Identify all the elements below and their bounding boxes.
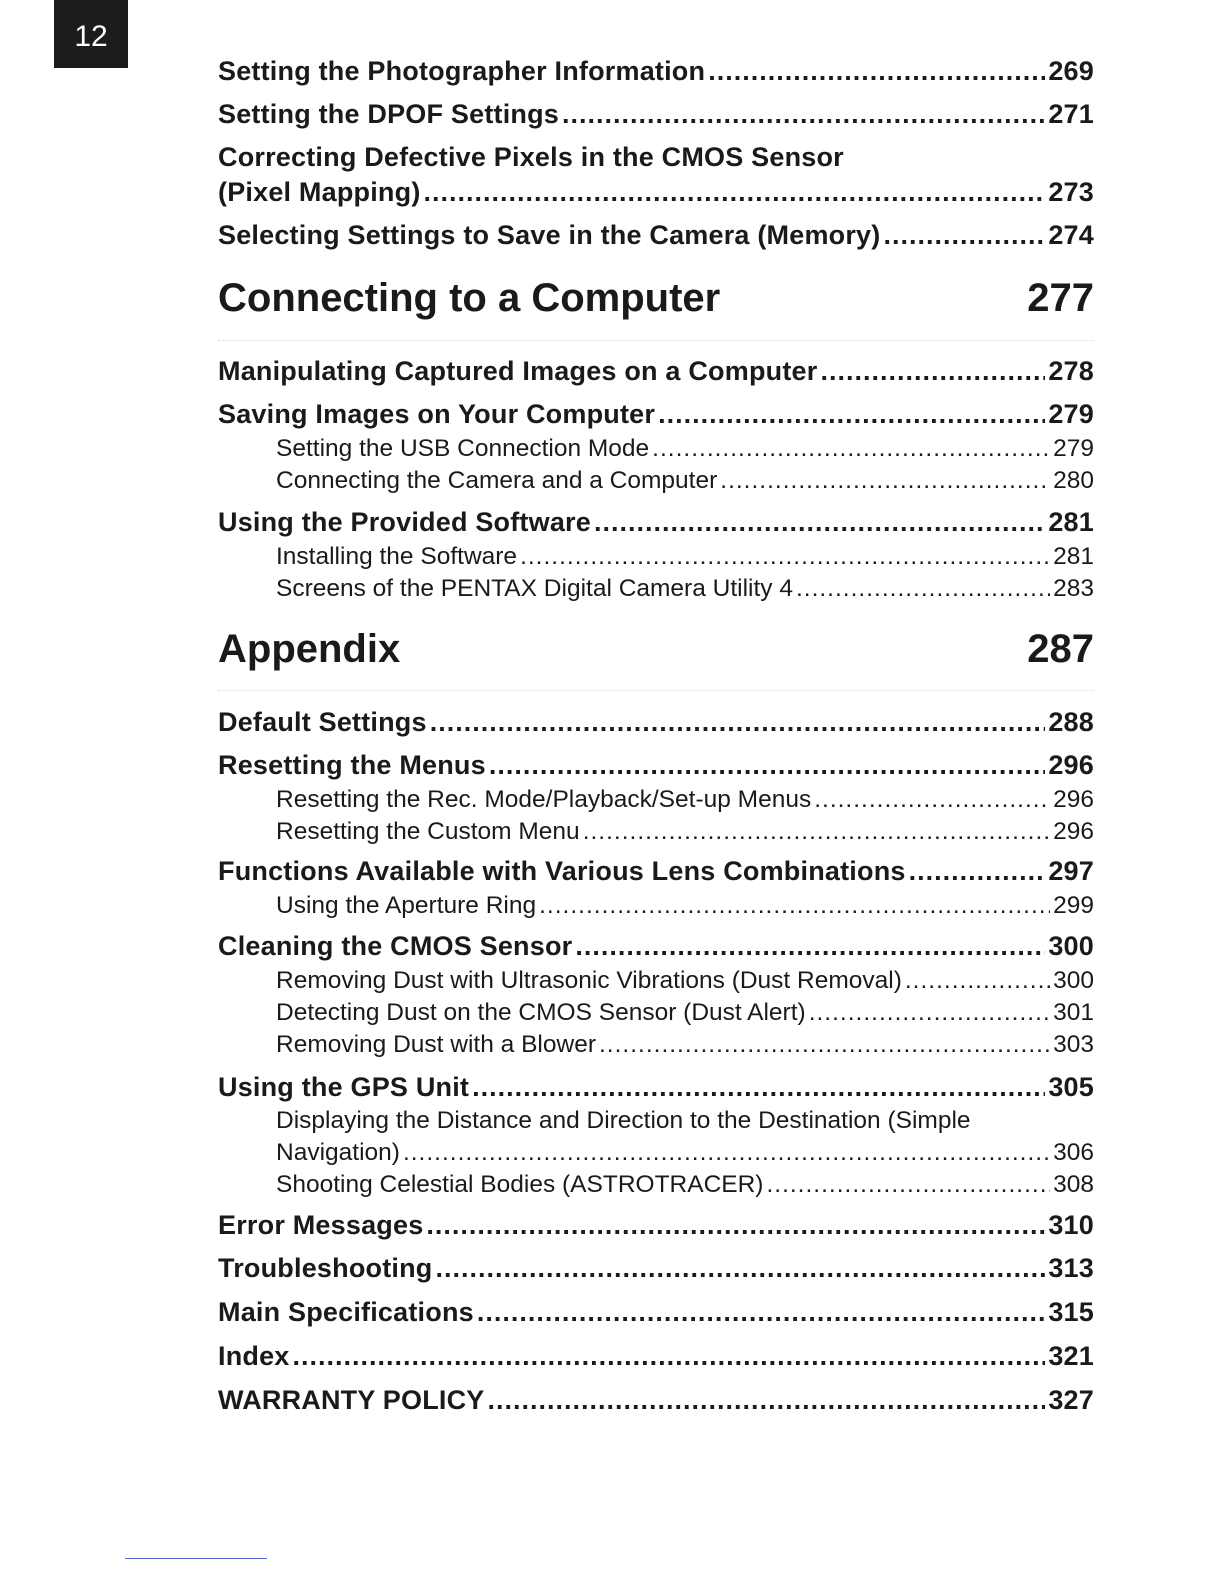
dot-leader	[883, 220, 1045, 251]
dot-leader	[472, 1072, 1045, 1103]
toc-entry-page: 297	[1048, 856, 1094, 886]
dot-leader	[909, 856, 1046, 887]
section-heading[interactable]	[218, 627, 1094, 672]
toc-subentry[interactable]	[276, 467, 1094, 495]
dot-leader	[814, 786, 1050, 814]
dot-leader	[520, 543, 1050, 571]
dot-leader	[708, 56, 1045, 87]
toc-entry-title: Setting the DPOF Settings	[218, 99, 560, 129]
toc-subentry-title: Resetting the Custom Menu	[276, 818, 580, 845]
toc-entry-title: Saving Images on Your Computer	[218, 399, 656, 429]
toc-entry-page: 327	[1048, 1385, 1094, 1415]
toc-subentry[interactable]	[276, 892, 1094, 920]
toc-subentry-page: 308	[1053, 1171, 1094, 1198]
toc-subentry-title: Connecting the Camera and a Computer	[276, 467, 718, 494]
toc-subentry-title-line1[interactable]: Displaying the Distance and Direction to the Destination (Simple	[276, 1107, 971, 1134]
toc-subentry[interactable]	[276, 967, 1094, 995]
section-divider	[218, 690, 1094, 692]
toc-entry-title: Resetting the Menus	[218, 750, 486, 780]
toc-entry-title: Troubleshooting	[218, 1253, 433, 1283]
toc-subentry-title: Setting the USB Connection Mode	[276, 435, 650, 462]
toc-subentry-page: 300	[1053, 967, 1094, 994]
dot-leader	[766, 1171, 1050, 1199]
dot-leader	[539, 892, 1050, 920]
toc-subentry[interactable]	[276, 818, 1094, 846]
footer-divider	[125, 1558, 267, 1559]
toc-entry-title: Selecting Settings to Save in the Camera (Memory)	[218, 220, 881, 250]
toc-entry[interactable]	[218, 931, 1094, 962]
toc-entry-title: Error Messages	[218, 1210, 424, 1240]
dot-leader	[720, 467, 1050, 495]
toc-entry-page: 321	[1048, 1341, 1094, 1371]
toc-entry[interactable]	[218, 750, 1094, 781]
dot-leader	[424, 177, 1046, 208]
toc-subentry-page: 301	[1053, 999, 1094, 1026]
section-title: Appendix	[218, 627, 401, 671]
toc-entry-title: Manipulating Captured Images on a Computer	[218, 356, 818, 386]
toc-entry-page: 305	[1048, 1072, 1094, 1102]
dot-leader	[489, 750, 1046, 781]
dot-leader	[426, 1210, 1045, 1241]
toc-entry[interactable]	[218, 220, 1094, 251]
toc-entry-page: 315	[1048, 1297, 1094, 1327]
dot-leader	[430, 707, 1046, 738]
dot-leader	[583, 818, 1050, 846]
toc-entry-page: 273	[1048, 177, 1094, 207]
toc-subentry-page: 283	[1053, 575, 1094, 602]
toc-entry[interactable]	[218, 99, 1094, 130]
toc-subentry-title: Resetting the Rec. Mode/Playback/Set-up Menus	[276, 786, 812, 813]
toc-entry-page: 279	[1048, 399, 1094, 429]
section-heading[interactable]	[218, 276, 1094, 321]
toc-subentry-title: Shooting Celestial Bodies (ASTROTRACER)	[276, 1171, 764, 1198]
dot-leader	[562, 99, 1045, 130]
toc-entry-title: Functions Available with Various Lens Combinations	[218, 856, 906, 886]
toc-entry[interactable]	[218, 1253, 1094, 1284]
dot-leader	[488, 1385, 1046, 1416]
toc-entry[interactable]	[218, 1297, 1094, 1328]
toc-subentry-page: 279	[1053, 435, 1094, 462]
toc-subentry[interactable]	[276, 543, 1094, 571]
section-page: 287	[1027, 627, 1094, 671]
toc-entry-title: Using the GPS Unit	[218, 1072, 470, 1102]
toc-entry[interactable]	[218, 1385, 1094, 1416]
toc-entry-title: WARRANTY POLICY	[218, 1385, 485, 1415]
toc-entry-page: 296	[1048, 750, 1094, 780]
toc-entry[interactable]	[218, 1341, 1094, 1372]
toc-entry-title-line1[interactable]: Correcting Defective Pixels in the CMOS Sensor	[218, 142, 844, 172]
toc-entry-title: Default Settings	[218, 707, 427, 737]
toc-subentry-title: Removing Dust with a Blower	[276, 1031, 596, 1058]
toc-subentry[interactable]	[276, 1171, 1094, 1199]
dot-leader	[575, 931, 1045, 962]
dot-leader	[809, 999, 1050, 1027]
page-number: 12	[74, 20, 108, 53]
toc-entry-page: 278	[1048, 356, 1094, 386]
section-divider	[218, 340, 1094, 342]
toc-entry-page: 281	[1048, 507, 1094, 537]
toc-subentry[interactable]	[276, 1031, 1094, 1059]
section-page: 277	[1027, 276, 1094, 320]
dot-leader	[435, 1253, 1045, 1284]
toc-subentry-page: 303	[1053, 1031, 1094, 1058]
dot-leader	[658, 399, 1045, 430]
toc-entry-title: Index	[218, 1341, 290, 1371]
toc-entry-title: Main Specifications	[218, 1297, 474, 1327]
toc-subentry[interactable]	[276, 999, 1094, 1027]
toc-entry-page: 269	[1048, 56, 1094, 86]
toc-subentry-title: Detecting Dust on the CMOS Sensor (Dust Alert)	[276, 999, 806, 1026]
toc-subentry-page: 299	[1053, 892, 1094, 919]
toc-entry-page: 310	[1048, 1210, 1094, 1240]
toc-entry[interactable]	[218, 507, 1094, 538]
toc-subentry-page: 306	[1053, 1139, 1094, 1166]
dot-leader	[477, 1297, 1045, 1328]
toc-subentry[interactable]	[276, 1139, 1094, 1167]
toc-subentry-page: 296	[1053, 786, 1094, 813]
toc-entry-title: Setting the Photographer Information	[218, 56, 706, 86]
dot-leader	[820, 356, 1045, 387]
dot-leader	[796, 575, 1050, 603]
toc-entry[interactable]	[218, 1072, 1094, 1103]
dot-leader	[599, 1031, 1050, 1059]
toc-entry-title: (Pixel Mapping)	[218, 177, 421, 207]
dot-leader	[403, 1139, 1050, 1167]
toc-entry[interactable]	[218, 399, 1094, 430]
dot-leader	[652, 435, 1050, 463]
toc-subentry-title: Navigation)	[276, 1139, 400, 1166]
toc-subentry-page: 296	[1053, 818, 1094, 845]
toc-subentry-page: 281	[1053, 543, 1094, 570]
toc-subentry[interactable]	[276, 786, 1094, 814]
toc-entry-page: 271	[1048, 99, 1094, 129]
toc-subentry[interactable]	[276, 575, 1094, 603]
toc-entry-title: Cleaning the CMOS Sensor	[218, 931, 573, 961]
page-number-tab	[54, 0, 128, 68]
dot-leader	[905, 967, 1050, 995]
toc-subentry-title: Removing Dust with Ultrasonic Vibrations (Dust Removal)	[276, 967, 902, 994]
toc-subentry-title: Installing the Software	[276, 543, 518, 570]
dot-leader	[293, 1341, 1046, 1372]
toc-subentry[interactable]	[276, 435, 1094, 463]
toc-entry-page: 300	[1048, 931, 1094, 961]
toc-entry-page: 288	[1048, 707, 1094, 737]
toc-subentry-title: Using the Aperture Ring	[276, 892, 537, 919]
toc-entry-title: Using the Provided Software	[218, 507, 591, 537]
toc-entry[interactable]	[218, 856, 1094, 887]
toc-entry-page: 313	[1048, 1253, 1094, 1283]
toc-entry[interactable]	[218, 177, 1094, 208]
toc-entry-page: 274	[1048, 220, 1094, 250]
toc-entry[interactable]	[218, 1210, 1094, 1241]
toc-subentry-page: 280	[1053, 467, 1094, 494]
toc-entry[interactable]	[218, 707, 1094, 738]
dot-leader	[594, 507, 1045, 538]
toc-entry[interactable]	[218, 356, 1094, 387]
toc-subentry-title: Screens of the PENTAX Digital Camera Utility 4	[276, 575, 793, 602]
toc-entry[interactable]	[218, 56, 1094, 87]
section-title: Connecting to a Computer	[218, 276, 721, 320]
